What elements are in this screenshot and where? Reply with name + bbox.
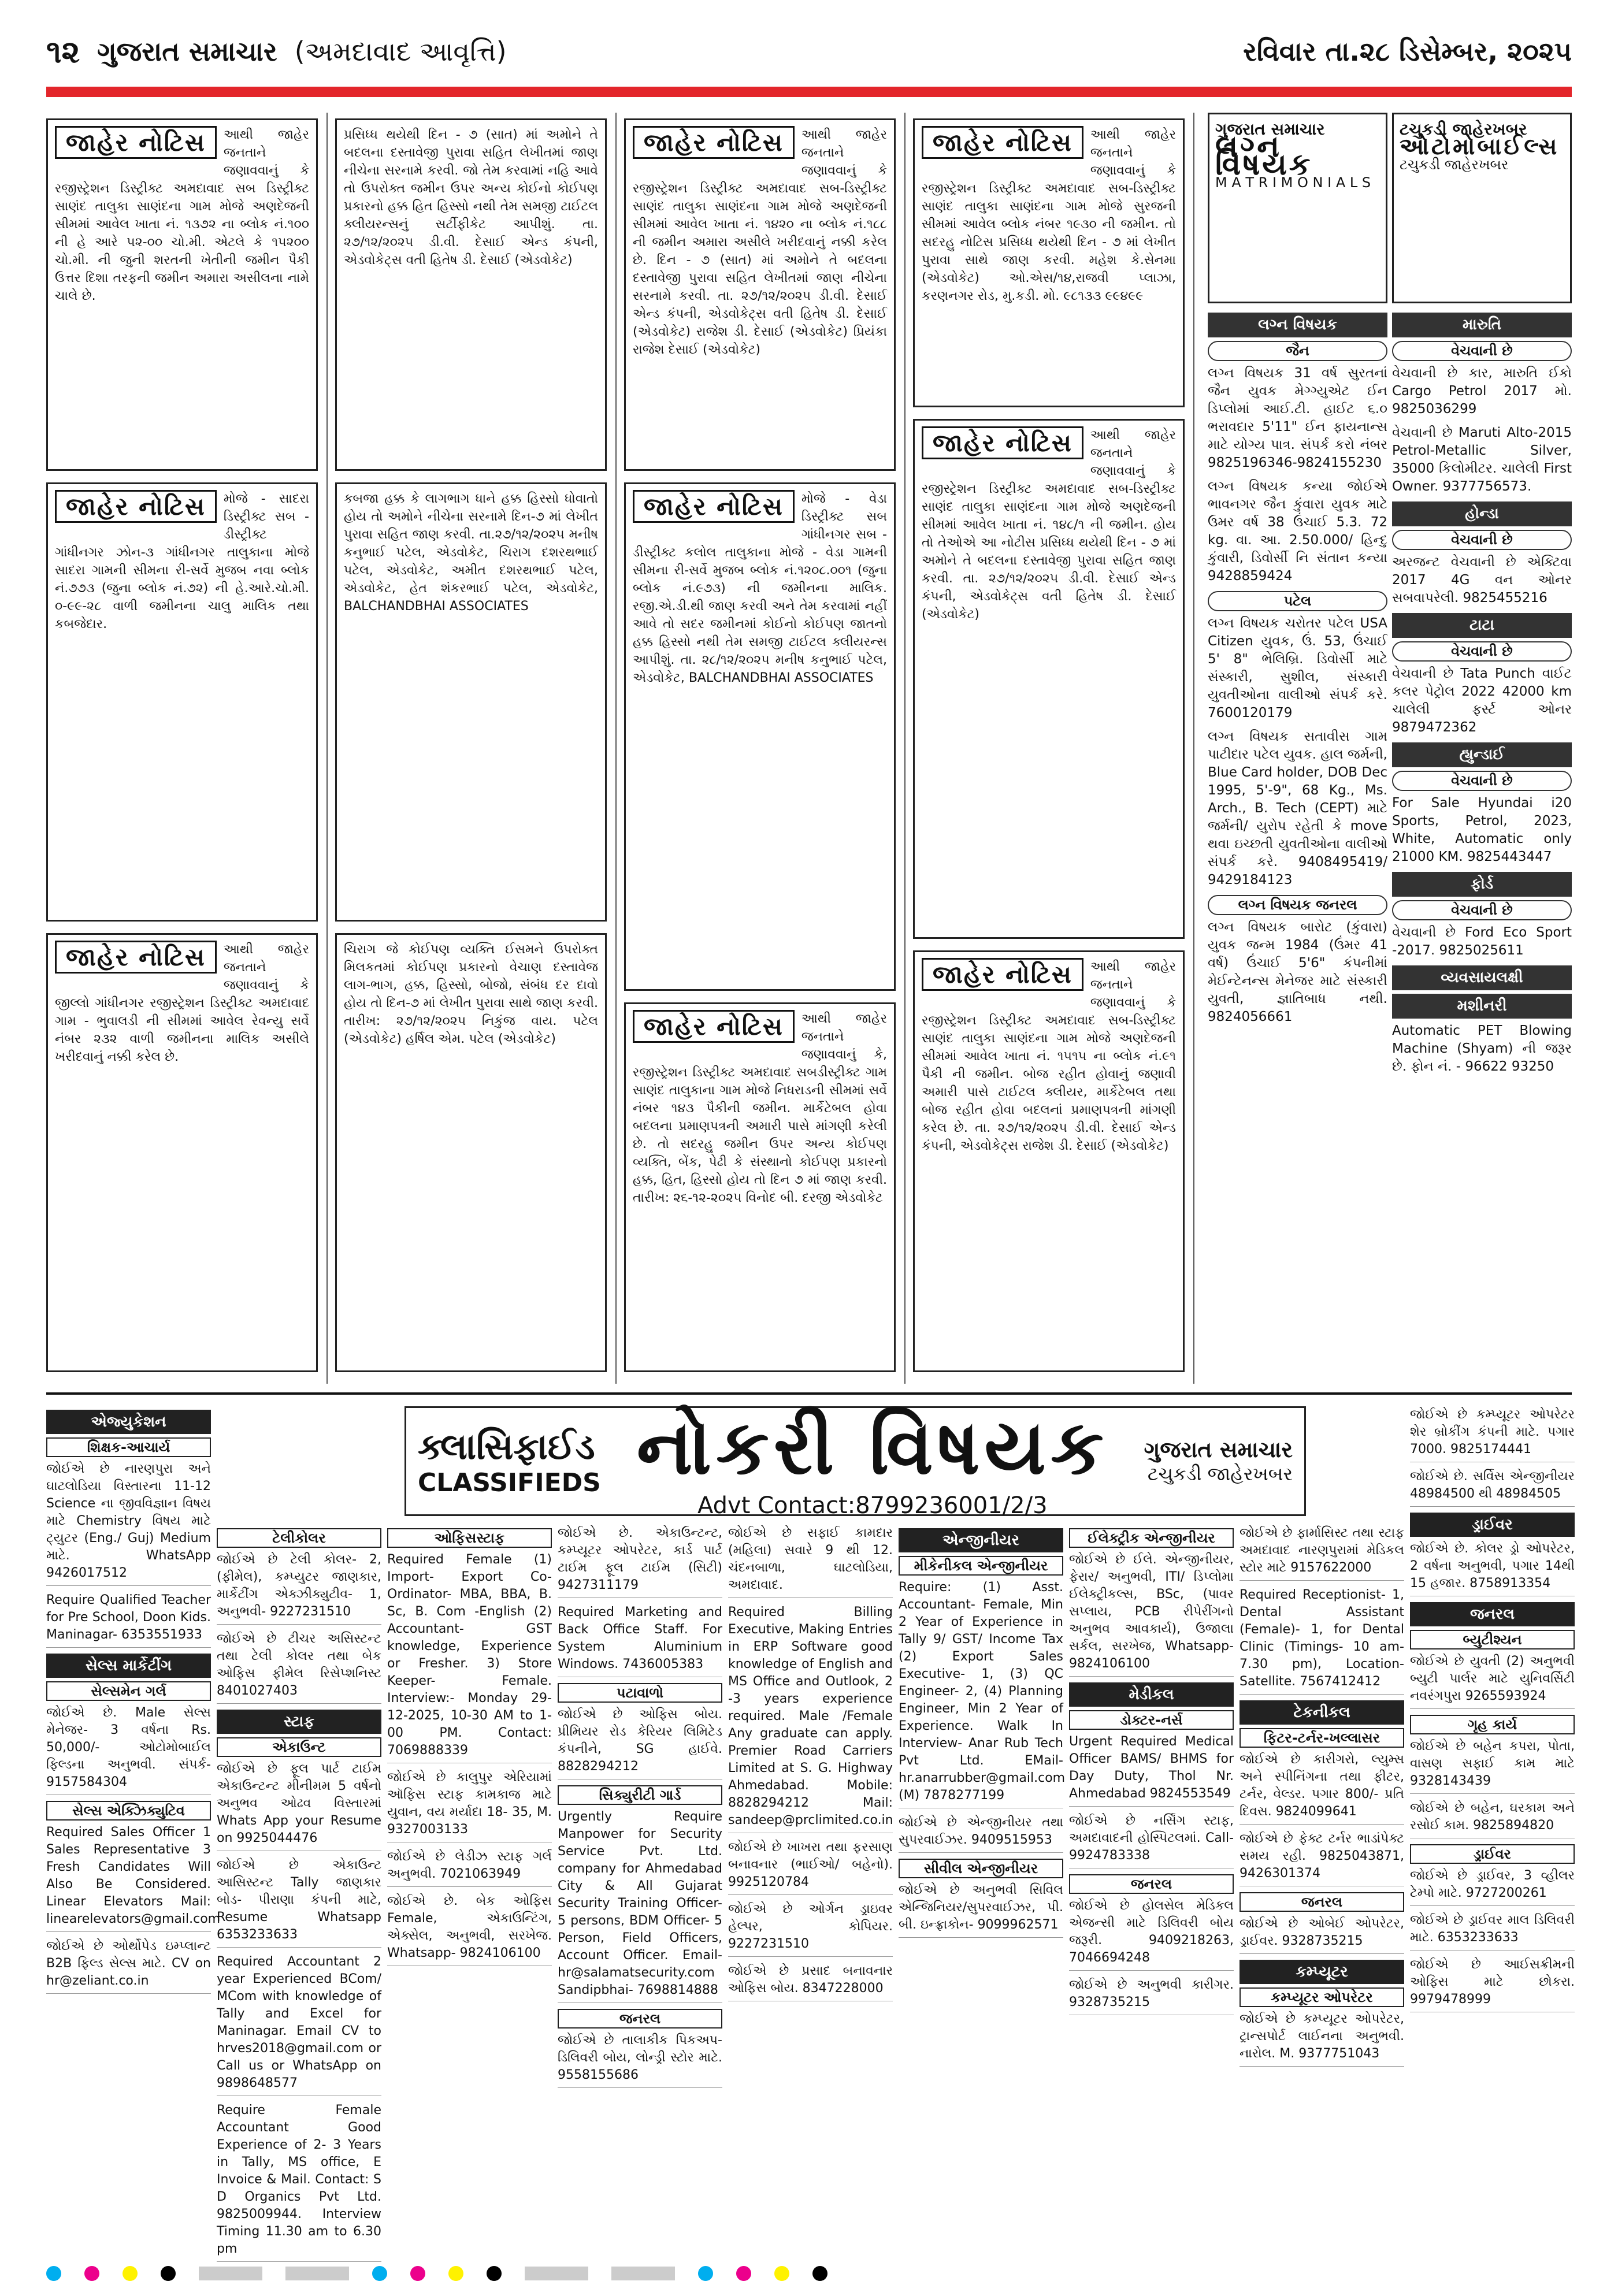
automobile-banner [1392,113,1572,303]
classified-ad: જોઈએ છે કમ્પ્યૂટર ઓપરેટર શેર બ્રોકીંગ કંપની માટે. પગાર 7000. 9825174441 [1410,1406,1575,1462]
category-heading: સ્ટાફ [217,1710,381,1734]
header-rule [46,87,1572,97]
matrimonial-banner [1208,113,1387,303]
classified-ad: જોઈએ છે. બેક ઓફિસ Female, એકાઉન્ટિંગ, એક્સેલ, અનુભવી, સરખેજ. Whatsapp- 9824106100 [387,1893,552,1966]
subcategory-heading: ડ્રાઈવર [1410,1844,1575,1864]
notice-text: આથી જાહેર જનતાને જણાવવાનું કે રજીસ્ટ્રેશન ડિસ્ટ્રીક્ટ અમદાવાદ સબ-ડિસ્ટ્રીક્ટ સાણંદ તાલુકા સાણંદના ગામ મોજે અણદેજની સીમમાં આવેલ ખાતા નં. ૧૫૧૫ ના બ્લોક નં.૯૧ પૈકી ની જમીન. [922,960,1180,1082]
classified-ad: લગ્ન વિષયક 31 વર્ષ સુરતનાં જૈન યુવક મેગ્ગ્યુએટ ઈન ડિપ્લોમાં આઈ.ટી. હાઈટ ૬.૦ ભરાવદાર 5'11" ઈન ફાયનાન્સ માટે યોગ્ય પાત્ર. સંપર્ક કરો નંબર 9825196346-9824155230 [1208,366,1387,470]
classified-ad: જોઈએ છે કમ્પ્યૂટર ઓપરેટર, ટ્રાન્સપોર્ટ લાઈનના અનુભવી. નારોલ. M. 9377751043 [1240,2011,1404,2067]
classified-ad: Required Billing Executive, Making Entries in ERP Software good knowledge of English and MS Office and Outlook, 2 -3 years experience required. Male /Female Any graduate can apply. Premier Road Carriers Limited at S. G. Highway Ahmedabad. Mobile: 8828294212 Mail: sandeep@prclimited.co.in [728,1604,893,1833]
page-number: ૧૨ [46,34,80,70]
subcategory-heading: ઈલેક્ટ્રીક એન્જીનીયર [1069,1528,1234,1548]
subcategory-heading: સિક્યુરીટી ગાર્ડ [558,1785,722,1805]
date: રવિવાર તા.૨૮ ડિસેમ્બર, ૨૦૨૫ [1243,36,1572,67]
category-heading: મારુતિ [1392,313,1572,337]
classified-column [1410,1406,1575,2018]
notice-title: જાહેર નોટિસ [55,126,217,159]
classified-ad: જોઈએ છે. એકાઉન્ટન્ટ, કમ્પ્યૂટર ઓપરેટર, કાર્ડ પાર્ટ ટાઈમ ફૂલ ટાઈમ (સિટી) 9427311179 [558,1525,722,1598]
classified-ad: જોઈએ છે બહેન કપરા, પોતા, વાસણ સફાઈ કામ માટે 9328143439 [1410,1738,1575,1794]
category-heading: લગ્ન વિષયક [1208,313,1387,337]
cyan-dot [46,2266,61,2281]
category-heading: ડ્રાઈવર [1410,1513,1575,1537]
classified-ad: જોઈએ છે યુવતી (2) અનુભવી બ્યુટી પાર્લર માટે યુનિવર્સિટી નવરંગપુરા 9265593924 [1410,1653,1575,1709]
category-heading: ફોર્ડ [1392,872,1572,897]
subcategory-heading: વેચવાની છે [1392,341,1572,361]
notice [913,419,1185,939]
classified-ad: વેચવાની છે Maruti Alto-2015 Petrol-Metallic Silver, 35000 કિલોમીટર. ચાલેલી First Owner. 9377756573. [1392,425,1572,494]
notice-text: તો સદરહુ નોટિસ પ્રસિધ્ધ થયેથી દિન - ૭ માં લેખીત પુરાવા સાથે જાણ કરવી. મહેશ કે.સેનમા (એડવોકેટ) ઓ.એસ/૧૪,રાજવી પ્લાઝા, કરણનગર રોડ, મુ.કડી. મો. ૯૮૧૩૩ ૯૯૪૯૯ [922,217,1180,303]
classified-ad: જોઈએ છે ફેક્ટ ટર્નર ભાડાંપેક્ટ સમય રહી. 9825043871, 9426301374 [1240,1830,1404,1886]
yellow-dot [448,2266,463,2281]
classified-ad: જોઈએ છે. Male સેલ્સ મેનેજર- 3 વર્ષના Rs. 50,000/- ઓટોમોબાઈલ ફિલ્ડના અનુભવી. સંપર્ક- 9157584304 [46,1704,211,1795]
notice-text: આથી જાહેર જનતાને જણાવવાનું કે રજીસ્ટ્રેશન ડિસ્ટ્રીક્ટ અમદાવાદ સબ-ડિસ્ટ્રીક્ટ સાણંદ તાલુકા સાણંદના ગામ મોજે અણદેજની સીમમાં આવેલ ખાતા નં. ૧૪૮/૧ ની જમીન. [922,428,1180,532]
classified-ad: જોઈએ છે ઓર્થોપેડ ઇમ્પ્લાન્ટ B2B ફિલ્ડ સેલ્સ માટે. CV on hr@zeliant.co.in [46,1938,211,1994]
classified-ad: જોઈએ છે તાલાકીક પિકઅપ- ડિલિવરી બોય, લોન્ડ્રી સ્ટોર માટે. 9558155686 [558,2032,722,2088]
classified-column [1240,1525,1404,2072]
classified-column [899,1525,1066,1944]
classified-ad: Require Female Accountant Good Experience of 2- 3 Years in Tally, MS office, E Invoice & Mail. Contact: S D Organics Pvt Ltd. 9825009944. Interview Timing 11.30 am to 6.30 pm [217,2102,381,2262]
magenta-dot [410,2266,425,2281]
classified-ad: જોઈએ છે ખાખરા તથા ફરસાણ બનાવનાર (ભાઈઓ/ બહેનો). 9925120784 [728,1839,893,1895]
notice-text: મોજે - સાદરા ડિસ્ટ્રીક્ટ સબ - ડીસ્ટ્રીક્ટ ગાંધીનગર ઝોન-૩ ગાંધીનગર તાલુકાના મોજે સાદરા ગામની સીમના રી-સર્વે મુજબ નવા બ્લોક નં.૭૭૩ (જુના બ્લોક નં.૭૨) ની હે.આરે.ચો.મી. ૦-૯૯-૨૮ વાળી જમીનના ચાલુ માલિક તથા કબજેદાર. [55,492,313,631]
notice-text: મોજે - વેડા ડિસ્ટ્રીક્ટ સબ ગાંધીનગર સબ - ડીસ્ટ્રીક્ટ કલોલ તાલુકાના મોજે - વેડા ગામની સીમના રી-સર્વે મુજબ બ્લોક નં.૧૨૦૮.૦૦૧ (જુના બ્લોક નં.૯૭૩) ની જમીનના માલિક. [633,492,891,596]
category-heading: કમ્પ્યૂટર [1240,1960,1404,1984]
classified-ad: લગ્ન વિષયક ચરોતર પટેલ USA Citizen યુવક, ઉં. 53, ઉંચાઈ 5' 8" ભેલિબ્રિ. ડિવોર્સી માટે સંસ્કારી, સુશીલ, સંસ્કારી યુવતીઓના વાલીઓ સંપર્ક કરે. 7600120179 [1208,616,1387,720]
edition: (અમદાવાદ આવૃત્તિ) [294,36,507,67]
category-heading: એજ્યુકેશન [46,1410,211,1434]
classified-ad: જોઈએ છે આઈસક્રીમની ઓફિસ માટે છોકરા. 9979478999 [1410,1956,1575,2012]
subcategory-heading: મીકેનીકલ એન્જીનીયર [899,1556,1063,1576]
classified-ad: Required Marketing and Back Office Staff. For System Aluminium Windows. 7436005383 [558,1604,722,1677]
classified-ad: જોઈએ છે ફાર્માસિસ્ટ તથા સ્ટાફ અમદાવાદ નારણપુરામાં મેડિકલ સ્ટોર માટે 9157622000 [1240,1525,1404,1581]
classified-ad: લગ્ન વિષયક સતાવીસ ગામ પાટીદાર પટેલ યુવક. હાલ જર્મની, Blue Card holder, DOB Dec 1995, 5'-9", 68 Kg., Ms. Arch., B. Tech (CEPT) માટે જર્મની/ યુરોપ રહેતી કે move થવા ઇચ્છતી યુવતીઓના વાલીઓ સંપર્ક કરે. 9408495419/ 9429184123 [1208,729,1387,887]
classified-ad: જોઈએ છે હોલસેલ મેડિકલ એજન્સી માટે ડિલિવરી બોય જરૂરી. 9409218263, 7046694248 [1069,1897,1234,1971]
classified-ad: જોઈએ છે બહેન, ઘરકામ અને રસોઈ કામ. 9825894820 [1410,1800,1575,1838]
classified-ad: જોઈએ છે ઈલે. એન્જીનીયર, ફેરાર/ અનુભવી, ITI/ ડિપ્લોમા ઈલેક્ટ્રીકલ્સ, BSc, (પાવર સપ્લાય, PCB રીપેરીંગનો અનુભવ આવકાર્ય), ઉજાલા સર્કલ, સરખેજ, Whatsapp- 9824106100 [1069,1551,1234,1677]
notice-text: આથી જાહેર જનતાને જણાવવાનું કે રજીસ્ટ્રેશન ડિસ્ટ્રીક્ટ અમદાવાદ સબ-ડિસ્ટ્રીક્ટ સાણંદ તાલુકા સાણંદના ગામ મોજે સુરજની સીમમાં આવેલ બ્લોક નંબર ૧૯૩૦ ની જમીન. [922,128,1180,232]
notice-title: જાહેર નોટિસ [55,941,217,974]
notice-continuation [335,933,607,1372]
notice-text: દિન - ૭ (સાત) માં અમોને તે બદલના દસ્તાવેજી પુરાવા સહિત લેખીતમાં જાણ નીચેના સરનામે કરવી. તા. ૨૭/૧૨/૨૦૨૫ ડી.વી. દેસાઈ એન્ડ કંપની, એડવોકેટ્સ વતી હિતેષ ડી. દેસાઈ (એડવોકેટ) રાજેશ ડી. દેસાઈ (એડવોકેટ) પ્રિયંકા રાજેશ દેસાઈ (એડવોકેટ) [633,253,891,357]
notice-title: જાહેર નોટિસ [633,126,795,159]
right-banners [1208,113,1572,309]
black-dot [161,2266,176,2281]
classified-ad: અરજન્ટ વેચવાની છે એક્ટિવા 2017 4G વન ઓનર સબવાપરેલી. 9825455216 [1392,555,1572,605]
subcategory-heading: ડોક્ટર-નર્સ [1069,1710,1234,1730]
subcategory-heading: સેલ્સમેન ગર્લ [46,1681,211,1701]
classified-title-gu: ક્લાસિફાઈડ [418,1425,595,1467]
subcategory-heading: કમ્પ્યૂટર ઓપરેટર [1240,1987,1404,2007]
banner-label: ટચુકડી જાહેરખબર [1400,120,1527,139]
category-heading: સેલ્સ માર્કેટીંગ [46,1654,211,1678]
subcategory-heading: વેચવાની છે [1392,771,1572,791]
page-header [46,23,1572,81]
yellow-dot [774,2266,789,2281]
subcategory-heading: પટાવાળો [558,1683,722,1703]
notice-title: જાહેર નોટિસ [633,490,795,523]
classified-ad: જોઈએ છે ઓબેઈ ઓપરેટર, ડ્રાઈવર. 9328735215 [1240,1915,1404,1954]
classified-ad: જોઈએ છે ડ્રાઈવર, 3 વ્હીલર ટેમ્પો માટે. 9727200261 [1410,1867,1575,1906]
subcategory-heading: ટેલીકોલર [217,1528,381,1548]
gray-bar [285,2267,349,2280]
notice [624,1002,896,1372]
classified-ad: Require: (1) Asst. Accountant- Female, Min 2 Year of Experience in Tally 9/ GST/ Income Tax (2) Export Sales Executive- 1, (3) QC Engineer- 2, (4) Planning Engineer, Min 2 Year of Experience. Walk In Interview- Anar Rub Tech Pvt Ltd. EMail- hr.anarrubber@gmail.com (M) 7878277199 [899,1579,1063,1808]
subcategory-heading: ફિટર-ટર્નર-ખલ્લાસર [1240,1728,1404,1748]
notice-text: હોય તો તેઓએ આ નોટીસ પ્રસિધ્ધ થયેથી દિન - ૭ માં અમોને તે બદલના દસ્તાવેજી પુરાવા સહિત જાણ કરવી. તા. ૨૭/૧૨/૨૦૨૫ ડી.વી. દેસાઈ એન્ડ કંપની, એડવોકેટ્સ વતી હિતેષ ડી. દેસાઈ (એડવોકેટ) [922,518,1180,622]
classified-ad: Automatic PET Blowing Machine (Shyam) ની જરૂર છે. ફોન નં. - 96622 93250 [1392,1023,1572,1074]
classified-ad: જોઈએ છે નારણપુરા અને ઘાટલોડિયા વિસ્તારના 11-12 Science ના જીવવિજ્ઞાન વિષય માટે Chemistry વિષય માટે ટ્યુટર (Eng./ Guj) Medium માટે. WhatsApp 9426017512 [46,1461,211,1586]
notice-column-1 [46,113,328,1384]
category-heading: ટાટા [1392,613,1572,638]
banner-subtitle: M A T R I M O N I A L S [1215,174,1371,191]
notice-text: રજી.એ.ડી.થી જાણ કરવી અને તેમ કરવામાં નહીં આવે તો સદર જમીનમાં કોઈનો કોઈપણ જાતનો હક્ક હિસ્સો નથી તેમ સમજી ટાઈટલ ક્લીયરન્સ આપીશું. તા. ૨૮/૧૨/૨૦૨૫ મનીષ કનુભાઈ પટેલ, એડવોકેટ, BALCHANDBHAI ASSOCIATES [633,599,891,685]
cyan-dot [698,2266,713,2281]
category-heading: જનરલ [1410,1602,1575,1626]
small-ads-label: ટચુકડી જાહેરખબર [1147,1463,1293,1485]
classified-ad: Required Female (1) Import- Export Co-Ordinator- MBA, BBA, B. Sc, B. Com -English (2) Accountant- GST knowledge, Experience or Fresher. 3) Store Keeper- Female. Interview:- Monday 29-12-2025, 10-30 AM to 1-00 PM. Contact: 7069888339 [387,1551,552,1763]
subcategory-heading: ગૃહ કાર્ય [1410,1715,1575,1734]
classified-ad: Required Receptionist- 1, Dental Assistant (Female)- 1, for Dental Clinic (Timings- 10 am- 7.30 pm), Location- Satellite. 7567412412 [1240,1587,1404,1695]
gray-bar [525,2267,588,2280]
notice [46,933,318,1372]
classified-ad: જોઈએ છે અનુભવી સિવિલ એન્જિનિયર/સુપરવાઈઝર, પી. બી. ઇન્ફ્રાકોન- 9099962571 [899,1882,1063,1938]
classified-ad: જોઈએ છે ડ્રાઈવર માલ ડિલિવરી માટે. 6353233633 [1410,1912,1575,1951]
notice-text: આથી જાહેર જનતાને જણાવવાનું કે, રજીસ્ટ્રેશન ડિસ્ટ્રીક્ટ અમદાવાદ સબડીસ્ટ્રીક્ટ ગામ સાણંદ તાલુકાના ગામ મોજે નિધરાડની સીમમાં સર્વે નંબર ૧૪૩ પૈકીની જમીન. [633,1012,891,1116]
subcategory-heading: સીવીલ એન્જીનીયર [899,1859,1063,1878]
notice [46,118,318,471]
classified-header [404,1403,1306,1519]
subcategory-heading: વેચવાની છે [1392,530,1572,550]
classified-ad: જોઈએ છે. સર્વિસ એન્જીનીયર 48984500 થી 48984505 [1410,1468,1575,1507]
subcategory-heading: ઓફિસસ્ટાફ [387,1528,552,1548]
subcategory-heading: વેચવાની છે [1392,641,1572,662]
subcategory-heading: વેચવાની છે [1392,900,1572,920]
matrimonial-column [1208,309,1387,1082]
notice-title: જાહેર નોટિસ [633,1010,795,1043]
notice-text: આથી જાહેર જનતાને જણાવવાનું કે રજીસ્ટ્રેશન ડિસ્ટ્રીક્ટ અમદાવાદ સબ ડિસ્ટ્રીક્ટ સાણંદ તાલુકા સાણંદના ગામ મોજે અણદેજની સીમમાં આવેલ ખાતા નં. ૧૩૭૨ ના બ્લોક નં.૧૦૦ ની હે આરે ૫૨-૦૦ ચો.મી. એટલે કે ૧૫૨૦૦ ચો.મી. ની જુની શરતની ખેતીની જમીન પૈકી ઉત્તર દિશા તરફની જમીન અમારા અસીલના નામે ચાલે છે. [55,128,313,303]
subcategory-heading: જનરલ [558,2009,722,2028]
gray-bar [199,2267,262,2280]
advt-contact: Advt Contact:8799236001/2/3 [697,1492,1048,1519]
subcategory-heading: સેલ્સ એક્ઝિક્યુટિવ [46,1801,211,1821]
classified-ad: Urgent Required Medical Officer BAMS/ BHMS for Day Duty, Thol Nr. Ahmedabad 9824553549 [1069,1733,1234,1807]
notice [624,118,896,471]
magenta-dot [736,2266,751,2281]
category-heading: એન્જીનીયર [899,1528,1063,1552]
category-heading: વ્યવસાયલક્ષી [1392,965,1572,990]
classified-ad: જોઈએ છે ફૂલ પાર્ટ ટાઈમ એકાઉન્ટન્ટ મીનીમમ 5 વર્ષનો અનુભવ ઓઢવ વિસ્તારમાં Whats App your Resume on 9925044476 [217,1760,381,1851]
classified-ad: જોઈએ છે સફાઈ કામદાર (મહિલા) સવારે 9 થી 12. ચંદનબાળા, ઘાટલોડિયા, અમદાવાદ. [728,1525,893,1598]
subcategory-heading: બ્યુટીશ્યન [1410,1630,1575,1649]
classified-title-en: CLASSIFIEDS [418,1467,601,1498]
notice [624,482,896,991]
classified-ad: જોઈએ છે પ્રસાદ બનાવનાર ઓફિસ બોય. 8347228000 [728,1963,893,2001]
classified-ad: જોઈએ છે ઓર્ગન ડ્રાઇવર હેલ્પર, કોપિયર. 9227231510 [728,1901,893,1957]
right-sidebar [1208,113,1572,1384]
classified-ad: જોઈએ છે અનુભવી કારીગર. 9328735215 [1069,1977,1234,2015]
classified-ad: જોઈએ છે એકાઉન્ટ આસિસ્ટન્ટ Tally જાણકાર બોડ- પીરાણા કંપની માટે, Resume Whatsapp 6353233633 [217,1857,381,1948]
cyan-dot [372,2266,387,2281]
notice-title: જાહેર નોટિસ [922,126,1083,159]
category-heading: મેડીકલ [1069,1682,1234,1707]
classified-column [217,1525,381,2268]
classified-ad: જોઈએ છે લેડીઝ સ્ટાફ ગર્લ અનુભવી. 7021063949 [387,1848,552,1887]
notice-text: માર્કેટેબલ હોવા બદલના પ્રમાણપત્રની અમારી પાસે માંગણી કરેલી છે. તો સદરહુ જમીન ઉપર અન્ય કોઈપણ વ્યક્તિ, બેંક, પેઢી કે સંસ્થાનો કોઈપણ પ્રકારનો હક્ક, હિત, હિસ્સો હોય તો દિન ૭ માં જાણ કરવી. તારીખ: ૨૬-૧૨-૨૦૨૫ વિનોદ બી. દરજી એડવોકેટ [633,1101,891,1205]
notice-text: આથી જાહેર જનતાને જણાવવાનું કે જીલ્લો ગાંધીનગર રજીસ્ટ્રેશન ડિસ્ટ્રીક્ટ અમદાવાદ ગામ - ભુવાલડી ની સીમમાં આવેલ રેવન્યુ સર્વે નંબર ૨૩૨ વાળી જમીનના માલિક અસીલે ખરીદવાનું નક્કી કરેલ છે. [55,942,313,1064]
category-heading: મશીનરી [1392,994,1572,1019]
classified-ad: લગ્ન વિષયક બારોટ (કુંવારા) યુવક જન્મ 1984 (ઉંમર 41 વર્ષ) ઉંચાઈ 5'6" કંપનીમાં મેઈન્ટેનન્સ મેનેજર માટે સંસ્કારી યુવતી, જ્ઞાતિબાધ નથી. 9824056661 [1208,920,1387,1024]
print-registration-marks [46,2262,1572,2285]
notice-text: પ્રસિધ્ધ થયેથી દિન - ૭ (સાત) માં અમોને તે બદલના દસ્તાવેજી પુરાવા સહિત લેખીતમાં જાણ નીચેના સરનામે કરવી. જો તેમ કરવામાં નહિ આવે તો ઉપરોક્ત જમીન ઉપર અન્ય કોઈનો કોઈપણ પ્રકારનો હક્ક હિત હિસ્સો નથી તેમ સમજી ટાઈટલ ક્લીયરન્સનું સર્ટીફીકેટ આપીશું. તા. ૨૭/૧૨/૨૦૨૫ ડી.વી. દેસાઈ એન્ડ કંપની, એડવોકેટ્સ વતી હિતેષ ડી. દેસાઈ (એડવોકેટ) [344,128,602,268]
subcategory-heading: શિક્ષક-આચાર્ય [46,1437,211,1457]
classified-column [387,1525,552,1972]
black-dot [487,2266,502,2281]
subcategory-heading: જનરલ [1069,1874,1234,1894]
yellow-dot [123,2266,138,2281]
notice-title: જાહેર નોટિસ [922,426,1083,459]
classified-ad: જોઈએ છે કારીગરો, લ્યુમ્સ અને સ્પીનિંગના તથા ફીટર, ટર્નર, વેલ્ડર. પગાર 800/- પ્રતિ દિવસ. 9824099641 [1240,1751,1404,1825]
right-columns [1208,309,1572,1082]
notices-section [46,113,1202,1384]
category-heading: ટેકનીકલ [1240,1700,1404,1725]
notice [913,118,1185,407]
classified-ad: જોઈએ છે ઓફિસ બોય. પ્રીમિયર રોડ કેરિયર લિમિટેડ કંપનીને, SG હાઈવે. 8828294212 [558,1706,722,1779]
black-dot [812,2266,827,2281]
classified-ad: જોઈએ છે ટીચર અસિસ્ટન્ટ તથા ટેલી કોલર તથા બેક ઓફિસ ફીમેલ રિસેપ્શનિસ્ટ 8401027403 [217,1630,381,1704]
classified-column [1069,1525,1234,2021]
banner-subtitle: ટચુકડી જાહેરખબર [1400,157,1509,173]
classified-column [46,1406,221,2000]
classified-column [728,1525,893,2007]
classified-ad: Required Accountant 2 year Experienced BCom/ MCom with knowledge of Tally and Excel for Maninagar. Email CV to hrves2018@gmail.com or Call us or WhatsApp on 9898648577 [217,1953,381,2096]
classified-ad: જોઈએ છે એન્જીનીયર તથા સુપરવાઈઝર. 9409515953 [899,1814,1063,1853]
gray-bar [611,2267,675,2280]
subcategory-heading: જૈન [1208,341,1387,361]
category-heading: હ્યુન્ડાઈ [1392,742,1572,767]
classified-ad: Require Qualified Teacher for Pre School, Doon Kids. Maninagar- 6353551933 [46,1592,211,1648]
notice-text: કબજા હક્ક કે લાગભાગ ધાને હક્ક હિસ્સો ધોવાતો હોય તો અમોને નીચેના સરનામે દિન-૭ માં લેખીત પુરાવા સહિત જાણ કરવી. તા.૨૭/૧૨/૨૦૨૫ મનીષ કનુભાઈ પટેલ, એડવોકેટ, ચિરાગ દશરથભાઈ પટેલ, એડવોકેટ, અમીત દશરથભાઈ પટેલ, એડવોકેટ, હેત શંકરભાઈ પટેલ, એડવોકેટ, BALCHANDBHAI ASSOCIATES [344,492,602,614]
classified-ad: Required Sales Officer 1 Sales Representative 3 Fresh Candidates Will Also Be Considered. Linear Elevators Mail: linearelevators@gmail.com [46,1824,211,1932]
classified-ad: જોઈએ છે ટેલી કોલર- 2, (ફીમેલ), કમ્પ્યુટર જાણકાર, માર્કેટીંગ એક્ઝીક્યુટીવ- 1, અનુભવી- 9227231510 [217,1551,381,1625]
subcategory-heading: લગ્ન વિષયક જનરલ [1208,895,1387,915]
classified-ad: લગ્ન વિષયક કન્યા જોઈએ ભાવનગર જૈન કુંવારા યુવક માટે ઉમર વર્ષ 38 ઉંચાઈ 5.3. 72 kg. વા. આ. 2.50.000/ હિન્દુ કુંવારી, ડિવોર્સી નિ સંતાન કન્યા 9428859424 [1208,479,1387,584]
subcategory-heading: એકાઉન્ટ [217,1737,381,1757]
automobile-column [1392,309,1572,1082]
classified-ad: વેચવાની છે કાર, મારુતિ ઈકો Cargo Petrol 2017 મો. 9825036299 [1392,366,1572,417]
banner-title: લગ્ન વિષયક [1215,129,1313,182]
notice-title: જાહેર નોટિસ [55,490,217,523]
notice-text: ચિરાગ જે કોઈપણ વ્યક્તિ ઈસમને ઉપરોક્ત મિલકતમાં કોઈપણ પ્રકારનો વેચાણ દસ્તાવેજ લાગ-ભાગ, હક્ક, હિસ્સો, બોજો, સંબંધ દર દાવો હોય તો દિન-૭ માં લેખીત પુરાવા સાથે જાણ કરવી. તારીખ: ૨૭/૧૨/૨૦૨૫ નિકુંજ વાય. પટેલ (એડવોકેટ) હર્ષિલ એમ. પટેલ (એડવોકેટ) [344,942,602,1046]
notice-continuation [335,118,607,471]
notice-text: આથી જાહેર જનતાને જણાવવાનું કે રજીસ્ટ્રેશન ડિસ્ટ્રીક્ટ અમદાવાદ સબ-ડિસ્ટ્રીક્ટ સાણંદ તાલુકા સાણંદના ગામ મોજે અણદેજની સીમમાં આવેલ ખાતા નં. ૧૪૨૦ ના બ્લોક નં.૧૮૮ ની જમીન અમારા અસીલે ખરીદવાનું નક્કી કરેલ છે. [633,128,891,268]
notice [46,482,318,922]
paper-label: ગુજરાત સમાચાર [1144,1437,1293,1462]
category-heading: હોન્ડા [1392,501,1572,526]
subcategory-heading: જનરલ [1240,1892,1404,1912]
notice-column-3 [624,113,906,1384]
notice-title: જાહેર નોટિસ [922,958,1083,991]
jobs-title: નોકરી વિષયક [636,1403,1108,1491]
paper-name: ગુજરાત સમાચાર [97,36,277,67]
classified-ad: જોઈએ છે નર્સિંગ સ્ટાફ, અમદાવાદની હોસ્પિટલમાં. Call- 9924783338 [1069,1812,1234,1868]
subcategory-heading: પટેલ [1208,591,1387,611]
banner-label: ગુજરાત સમાચાર [1215,120,1325,139]
classified-ad: જોઈએ છે. કોલર ડ્રો ઓપરેટર, 2 વર્ષના અનુભવી, પગાર 14થી 15 હજાર. 8758913354 [1410,1540,1575,1596]
classified-column [558,1525,722,2094]
classified-section [46,1392,1575,2256]
magenta-dot [84,2266,99,2281]
classified-ad: For Sale Hyundai i20 Sports, Petrol, 2023, White, Automatic only 21000 KM. 9825443447 [1392,796,1572,864]
classified-ad: વેચવાની છે Ford Eco Sport -2017. 9825025611 [1392,925,1572,958]
banner-title: ઓટોમોબાઈલ્સ [1400,133,1560,160]
notice [913,950,1185,1372]
notice-column-2 [335,113,617,1384]
classified-ad: વેચવાની છે Tata Punch વાઈટ કલર પેટ્રોલ 2022 42000 km ચાલેલી ફર્સ્ટ ઓનર 9879472362 [1392,666,1572,735]
classified-ad: Urgently Require Manpower for Security Service Pvt. Ltd. company for Ahmedabad City & All Gujarat Security Training Officer- 5 persons, BDM Officer- 5 Person, Field Officers, Account Officer. Email- hr@salamatsecurity.com Sandipbhai- 7698814888 [558,1808,722,2003]
classified-ad: જોઈએ છે કાલુપુર એરિયામાં ઑફિસ સ્ટાફ કામકાજ માટે યુવાન, વય મર્યાદા 18- 35, M. 9327003133 [387,1769,552,1842]
notice-column-4 [913,113,1194,1384]
notice-continuation [335,482,607,922]
notice-text: બોજ રહીત હોવાનું જણાવી અમારી પાસે ટાઈટલ ક્લીયર, માર્કેટેબલ તથા બોજ રહીત હોવા બદલનાં પ્રમાણપત્રની માંગણી કરેલ છે. તા. ૨૭/૧૨/૨૦૨૫ ડી.વી. દેસાઈ એન્ડ કંપની, એડવોકેટ્સ રાજેશ ડી. દેસાઈ (એડવોકેટ) [922,1067,1180,1153]
